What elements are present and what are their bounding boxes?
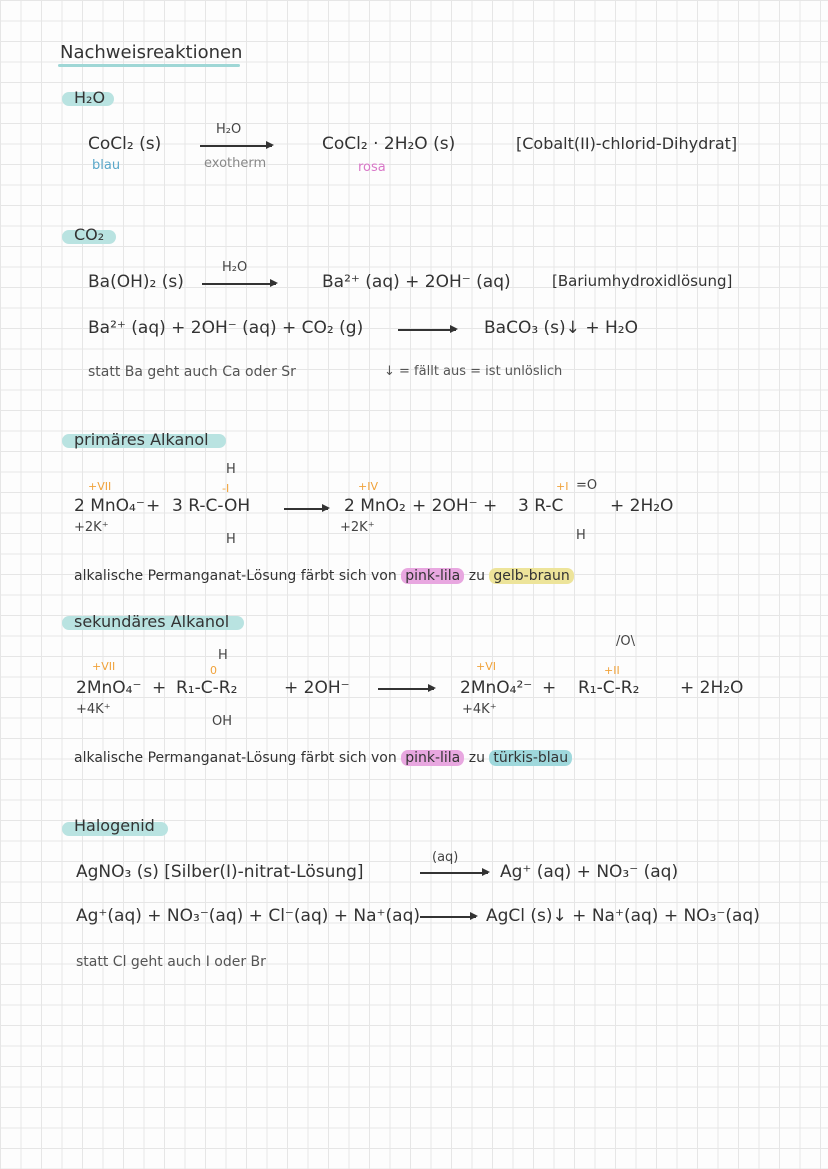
h2o-arrow-note: exotherm bbox=[204, 156, 267, 171]
hydroxide: + 2OH⁻ bbox=[284, 678, 350, 698]
h2o-product: CoCl₂ · 2H₂O (s) bbox=[322, 134, 456, 154]
co2-line1-arrow-label: H₂O bbox=[222, 260, 248, 275]
h2o-arrow-label: H₂O bbox=[216, 122, 242, 137]
oxidation-number: +I bbox=[556, 480, 569, 493]
h2o-reactant-color: blau bbox=[92, 158, 121, 173]
ketone-oxygen: /O\ bbox=[616, 634, 635, 649]
alcohol-h-top: H bbox=[226, 462, 236, 477]
alcohol-h-bottom: H bbox=[226, 532, 236, 547]
section-heading-h2o: H₂O bbox=[74, 88, 106, 107]
h2o-product-name: [Cobalt(II)-chlorid-Dihydrat] bbox=[516, 134, 738, 153]
section-heading-primary: primäres Alkanol bbox=[74, 430, 209, 449]
h2o-product-color: rosa bbox=[358, 160, 386, 175]
oxidation-number: +VII bbox=[88, 480, 112, 493]
oxidation-number: -I bbox=[222, 482, 230, 495]
co2-line1-left: Ba(OH)₂ (s) bbox=[88, 272, 184, 292]
co2-line2-right: BaCO₃ (s)↓ + H₂O bbox=[484, 318, 638, 338]
page-title: Nachweisreaktionen bbox=[60, 42, 243, 63]
title-underline bbox=[58, 64, 240, 67]
halogen-line1-left: AgNO₃ (s) [Silber(I)-nitrat-Lösung] bbox=[76, 862, 364, 882]
reaction-arrow bbox=[420, 872, 488, 874]
co2-note: statt Ba geht auch Ca oder Sr bbox=[88, 364, 296, 380]
reaction-arrow bbox=[420, 916, 476, 918]
permanganate: 2MnO₄⁻ bbox=[76, 678, 142, 698]
water-product: + 2H₂O bbox=[680, 678, 744, 698]
secondary-alkanol: R₁-C-R₂ bbox=[176, 678, 238, 698]
primary-description: alkalische Permanganat-Lösung färbt sich von pink-lila zu gelb-braun bbox=[74, 568, 574, 584]
plus-sign: + bbox=[152, 678, 167, 698]
water-product: + 2H₂O bbox=[610, 496, 674, 516]
reaction-arrow bbox=[200, 145, 272, 147]
counter-ion: +2K⁺ bbox=[340, 520, 375, 535]
section-heading-co2: CO₂ bbox=[74, 225, 105, 244]
halogen-line2-right: AgCl (s)↓ + Na⁺(aq) + NO₃⁻(aq) bbox=[486, 906, 760, 926]
ketone: R₁-C-R₂ bbox=[578, 678, 640, 698]
oxidation-number: +IV bbox=[358, 480, 378, 493]
reaction-arrow bbox=[202, 283, 276, 285]
oxidation-number: 0 bbox=[210, 664, 217, 677]
halogen-line1-right: Ag⁺ (aq) + NO₃⁻ (aq) bbox=[500, 862, 679, 882]
aldehyde-oxygen: =O bbox=[576, 478, 598, 493]
aldehyde-h: H bbox=[576, 528, 586, 543]
manganese-dioxide: 2 MnO₂ bbox=[344, 496, 406, 516]
hydroxide: + 2OH⁻ + bbox=[412, 496, 498, 516]
permanganate: 2 MnO₄⁻ bbox=[74, 496, 145, 516]
halogen-line2-left: Ag⁺(aq) + NO₃⁻(aq) + Cl⁻(aq) + Na⁺(aq) bbox=[76, 906, 421, 926]
color-start-highlight: pink-lila bbox=[401, 750, 464, 766]
reaction-arrow bbox=[284, 508, 328, 510]
plus-sign: + bbox=[146, 496, 161, 516]
alcohol-h-top: H bbox=[218, 648, 228, 663]
counter-ion: +4K⁺ bbox=[76, 702, 111, 717]
oxidation-number: +VI bbox=[476, 660, 496, 673]
plus-sign: + bbox=[542, 678, 557, 698]
section-heading-secondary: sekundäres Alkanol bbox=[74, 612, 230, 631]
color-start-highlight: pink-lila bbox=[401, 568, 464, 584]
halogen-note: statt Cl geht auch I oder Br bbox=[76, 954, 266, 970]
secondary-description: alkalische Permanganat-Lösung färbt sich von pink-lila zu türkis-blau bbox=[74, 750, 572, 766]
co2-line1-name: [Bariumhydroxidlösung] bbox=[552, 272, 733, 290]
section-heading-halogenid: Halogenid bbox=[74, 816, 155, 835]
precipitate-legend: ↓ = fällt aus = ist unlöslich bbox=[384, 364, 563, 379]
manganate: 2MnO₄²⁻ bbox=[460, 678, 533, 698]
co2-line2-left: Ba²⁺ (aq) + 2OH⁻ (aq) + CO₂ (g) bbox=[88, 318, 364, 338]
primary-alkanol: 3 R-C-OH bbox=[172, 496, 251, 516]
co2-line1-right: Ba²⁺ (aq) + 2OH⁻ (aq) bbox=[322, 272, 511, 292]
oxidation-number: +II bbox=[604, 664, 620, 677]
reaction-arrow bbox=[378, 688, 434, 690]
counter-ion: +4K⁺ bbox=[462, 702, 497, 717]
color-end-highlight: gelb-braun bbox=[489, 568, 573, 584]
h2o-reactant: CoCl₂ (s) bbox=[88, 134, 162, 154]
aldehyde: 3 R-C bbox=[518, 496, 564, 516]
counter-ion: +2K⁺ bbox=[74, 520, 109, 535]
reaction-arrow bbox=[398, 329, 456, 331]
alcohol-oh-bottom: OH bbox=[212, 714, 233, 729]
color-end-highlight: türkis-blau bbox=[489, 750, 572, 766]
halogen-arrow-label: (aq) bbox=[432, 850, 459, 865]
oxidation-number: +VII bbox=[92, 660, 116, 673]
